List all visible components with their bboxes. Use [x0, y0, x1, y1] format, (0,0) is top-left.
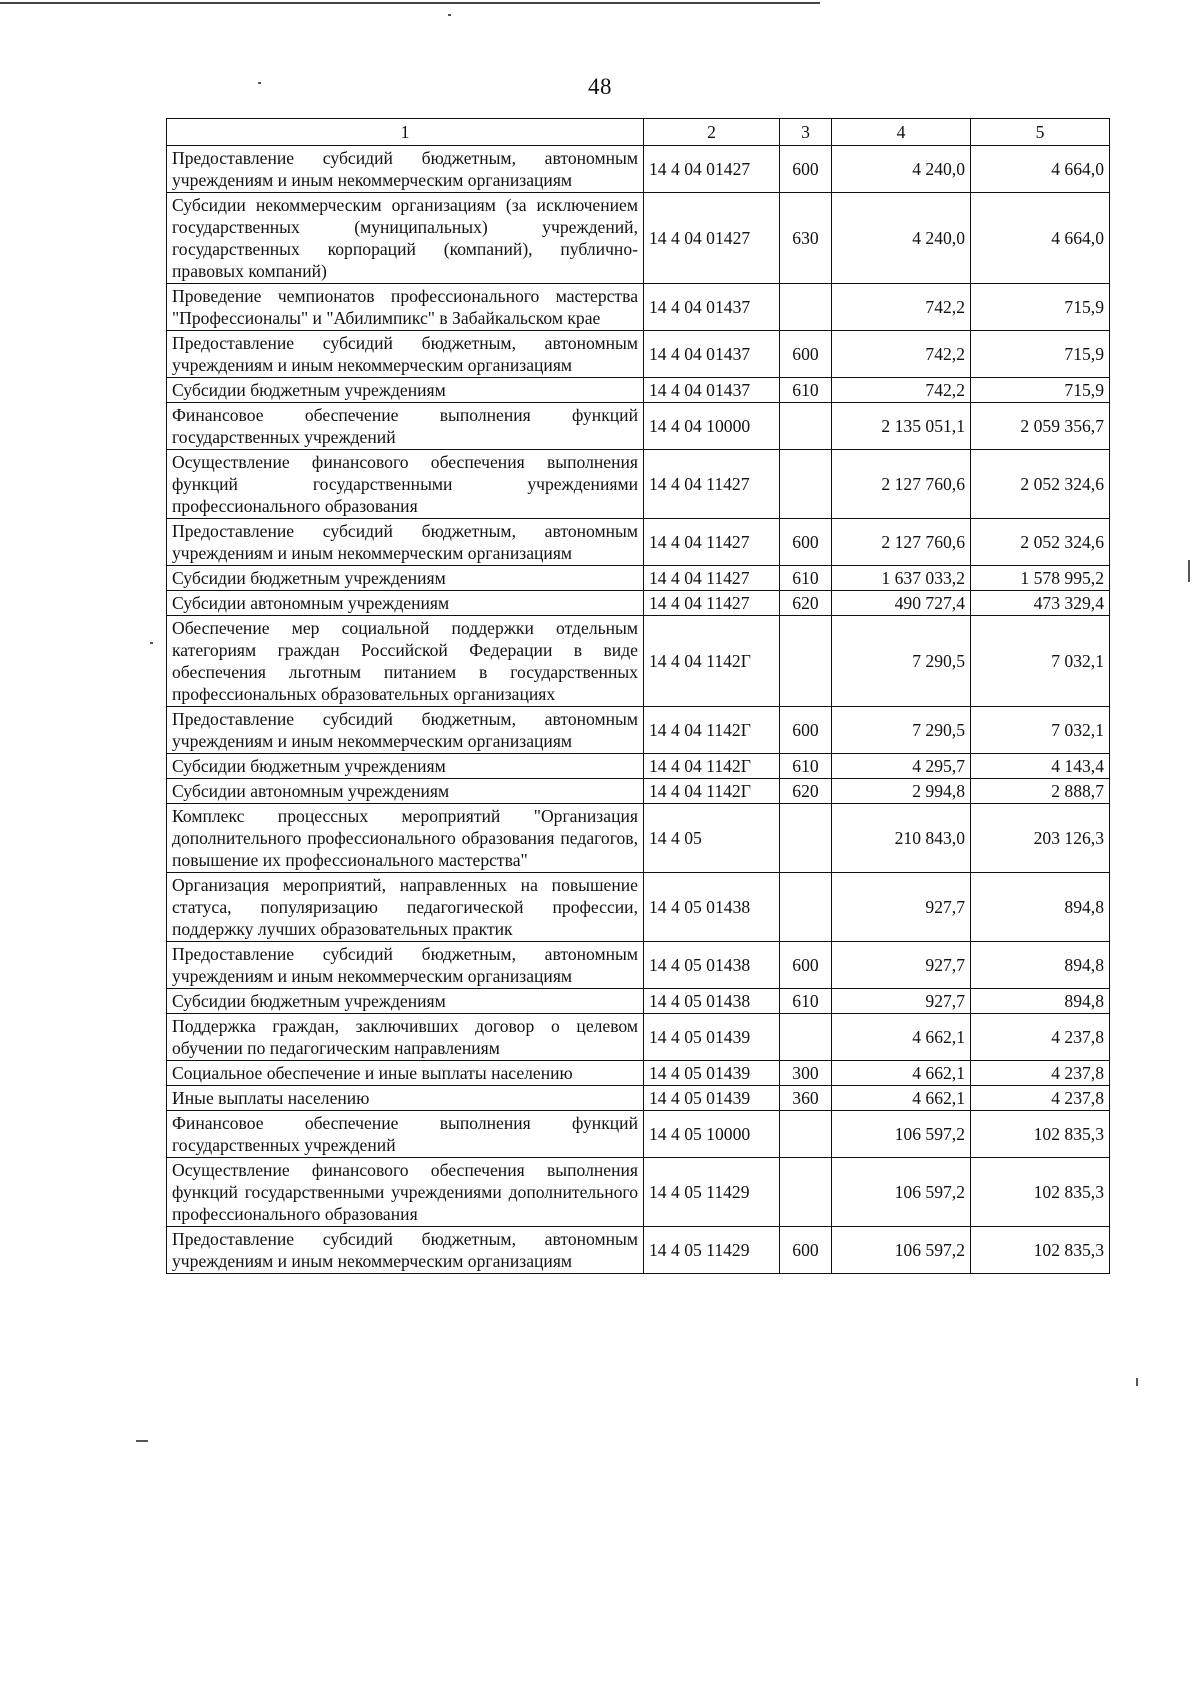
table-row	[167, 804, 1110, 873]
row-amount-col5: 203 126,3	[971, 804, 1110, 873]
table-row	[167, 591, 1110, 616]
row-expense-type: 610	[780, 566, 832, 591]
row-target-code: 14 4 04 11427	[644, 519, 780, 566]
row-amount-col5: 4 664,0	[971, 193, 1110, 284]
row-amount-col5: 2 052 324,6	[971, 450, 1110, 519]
scan-top-rule	[0, 2, 820, 4]
row-target-code: 14 4 05 11429	[644, 1158, 780, 1227]
row-description: Предоставление субсидий бюджетным, автономным учреждениям и иным некоммерческим организациям	[167, 519, 644, 566]
table-row	[167, 873, 1110, 942]
row-target-code: 14 4 04 11427	[644, 591, 780, 616]
row-target-code: 14 4 05 01438	[644, 942, 780, 989]
row-amount-col4: 106 597,2	[832, 1227, 971, 1274]
row-description: Предоставление субсидий бюджетным, автономным учреждениям и иным некоммерческим организациям	[167, 707, 644, 754]
row-expense-type: 600	[780, 942, 832, 989]
table-row	[167, 378, 1110, 403]
column-header: 1	[167, 119, 644, 146]
row-description: Субсидии бюджетным учреждениям	[167, 566, 644, 591]
row-amount-col4: 4 662,1	[832, 1061, 971, 1086]
scan-speck	[1188, 560, 1190, 582]
row-expense-type: 600	[780, 146, 832, 193]
row-target-code: 14 4 04 1142Г	[644, 616, 780, 707]
scan-speck	[136, 1440, 148, 1442]
row-amount-col5: 102 835,3	[971, 1111, 1110, 1158]
table-row	[167, 284, 1110, 331]
row-description: Финансовое обеспечение выполнения функций государственных учреждений	[167, 1111, 644, 1158]
row-target-code: 14 4 04 01437	[644, 331, 780, 378]
table-row	[167, 989, 1110, 1014]
row-expense-type: 360	[780, 1086, 832, 1111]
row-target-code: 14 4 04 01427	[644, 193, 780, 284]
table-row	[167, 519, 1110, 566]
row-expense-type: 600	[780, 1227, 832, 1274]
table-row	[167, 616, 1110, 707]
row-amount-col4: 927,7	[832, 942, 971, 989]
table-row	[167, 942, 1110, 989]
row-target-code: 14 4 04 01437	[644, 378, 780, 403]
row-amount-col5: 894,8	[971, 989, 1110, 1014]
row-amount-col5: 2 888,7	[971, 779, 1110, 804]
row-expense-type	[780, 616, 832, 707]
row-description: Организация мероприятий, направленных на повышение статуса, популяризацию педагогической профессии, поддержку лучших образовательных практик	[167, 873, 644, 942]
row-target-code: 14 4 05 10000	[644, 1111, 780, 1158]
row-amount-col4: 927,7	[832, 989, 971, 1014]
row-amount-col5: 2 052 324,6	[971, 519, 1110, 566]
table-row	[167, 331, 1110, 378]
row-amount-col5: 715,9	[971, 331, 1110, 378]
table-row	[167, 193, 1110, 284]
table-row	[167, 1061, 1110, 1086]
row-target-code: 14 4 04 1142Г	[644, 779, 780, 804]
row-expense-type	[780, 1111, 832, 1158]
budget-table	[166, 118, 1110, 1274]
row-expense-type: 630	[780, 193, 832, 284]
row-amount-col4: 1 637 033,2	[832, 566, 971, 591]
row-target-code: 14 4 05 01439	[644, 1086, 780, 1111]
row-target-code: 14 4 04 01427	[644, 146, 780, 193]
row-expense-type: 600	[780, 707, 832, 754]
row-description: Иные выплаты населению	[167, 1086, 644, 1111]
row-description: Комплекс процессных мероприятий "Организация дополнительного профессионального образования педагогов, повышение их профессионального мастерства"	[167, 804, 644, 873]
row-expense-type	[780, 804, 832, 873]
row-target-code: 14 4 05 01438	[644, 989, 780, 1014]
row-amount-col5: 102 835,3	[971, 1158, 1110, 1227]
row-target-code: 14 4 05 01438	[644, 873, 780, 942]
row-amount-col5: 4 664,0	[971, 146, 1110, 193]
row-amount-col5: 4 237,8	[971, 1086, 1110, 1111]
row-amount-col4: 4 662,1	[832, 1086, 971, 1111]
row-target-code: 14 4 04 1142Г	[644, 754, 780, 779]
row-description: Предоставление субсидий бюджетным, автономным учреждениям и иным некоммерческим организациям	[167, 331, 644, 378]
row-target-code: 14 4 04 11427	[644, 450, 780, 519]
row-expense-type: 610	[780, 754, 832, 779]
column-header: 5	[971, 119, 1110, 146]
row-expense-type: 610	[780, 989, 832, 1014]
row-description: Осуществление финансового обеспечения выполнения функций государственными учреждениями дополнительного профессионального образования	[167, 1158, 644, 1227]
table-row	[167, 146, 1110, 193]
row-amount-col4: 742,2	[832, 284, 971, 331]
row-amount-col4: 742,2	[832, 331, 971, 378]
table-header-row	[167, 119, 1110, 146]
table-row	[167, 1111, 1110, 1158]
row-expense-type	[780, 873, 832, 942]
page-number: 48	[588, 74, 612, 99]
row-amount-col4: 2 127 760,6	[832, 450, 971, 519]
row-target-code: 14 4 04 01437	[644, 284, 780, 331]
table-row	[167, 1014, 1110, 1061]
row-amount-col5: 894,8	[971, 873, 1110, 942]
row-description: Предоставление субсидий бюджетным, автономным учреждениям и иным некоммерческим организациям	[167, 146, 644, 193]
row-amount-col4: 7 290,5	[832, 616, 971, 707]
row-expense-type	[780, 284, 832, 331]
row-description: Субсидии бюджетным учреждениям	[167, 378, 644, 403]
row-target-code: 14 4 05 11429	[644, 1227, 780, 1274]
table-row	[167, 403, 1110, 450]
row-description: Предоставление субсидий бюджетным, автономным учреждениям и иным некоммерческим организациям	[167, 1227, 644, 1274]
table-row	[167, 707, 1110, 754]
row-amount-col4: 2 994,8	[832, 779, 971, 804]
row-amount-col5: 473 329,4	[971, 591, 1110, 616]
row-amount-col4: 210 843,0	[832, 804, 971, 873]
row-description: Поддержка граждан, заключивших договор о целевом обучении по педагогическим направлениям	[167, 1014, 644, 1061]
row-amount-col5: 2 059 356,7	[971, 403, 1110, 450]
row-target-code: 14 4 05 01439	[644, 1061, 780, 1086]
table-row	[167, 1227, 1110, 1274]
row-amount-col5: 1 578 995,2	[971, 566, 1110, 591]
scan-speck	[1136, 1378, 1138, 1386]
row-amount-col4: 4 662,1	[832, 1014, 971, 1061]
row-description: Проведение чемпионатов профессионального мастерства "Профессионалы" и "Абилимпикс" в Забайкальском крае	[167, 284, 644, 331]
table-row	[167, 566, 1110, 591]
table-row	[167, 450, 1110, 519]
row-expense-type: 610	[780, 378, 832, 403]
column-header: 3	[780, 119, 832, 146]
table-body	[167, 146, 1110, 1274]
row-target-code: 14 4 05 01439	[644, 1014, 780, 1061]
row-expense-type	[780, 403, 832, 450]
row-amount-col4: 106 597,2	[832, 1111, 971, 1158]
row-description: Осуществление финансового обеспечения выполнения функций государственными учреждениями профессионального образования	[167, 450, 644, 519]
row-description: Финансовое обеспечение выполнения функций государственных учреждений	[167, 403, 644, 450]
row-expense-type: 620	[780, 779, 832, 804]
scan-speck	[150, 642, 153, 644]
row-expense-type: 620	[780, 591, 832, 616]
column-header: 2	[644, 119, 780, 146]
row-amount-col4: 2 127 760,6	[832, 519, 971, 566]
row-amount-col4: 742,2	[832, 378, 971, 403]
table-row	[167, 754, 1110, 779]
row-amount-col4: 7 290,5	[832, 707, 971, 754]
row-target-code: 14 4 04 11427	[644, 566, 780, 591]
row-amount-col5: 7 032,1	[971, 616, 1110, 707]
row-amount-col4: 490 727,4	[832, 591, 971, 616]
row-amount-col5: 7 032,1	[971, 707, 1110, 754]
column-header: 4	[832, 119, 971, 146]
table-row	[167, 1158, 1110, 1227]
row-target-code: 14 4 05	[644, 804, 780, 873]
row-amount-col5: 4 237,8	[971, 1061, 1110, 1086]
row-amount-col5: 894,8	[971, 942, 1110, 989]
row-description: Субсидии автономным учреждениям	[167, 779, 644, 804]
row-expense-type	[780, 450, 832, 519]
row-description: Субсидии бюджетным учреждениям	[167, 754, 644, 779]
row-amount-col4: 927,7	[832, 873, 971, 942]
row-expense-type: 600	[780, 519, 832, 566]
row-amount-col5: 102 835,3	[971, 1227, 1110, 1274]
row-expense-type: 300	[780, 1061, 832, 1086]
row-amount-col4: 4 295,7	[832, 754, 971, 779]
row-description: Обеспечение мер социальной поддержки отдельным категориям граждан Российской Федерации в виде обеспечения льготным питанием в государственных профессиональных образовательных организациях	[167, 616, 644, 707]
row-expense-type: 600	[780, 331, 832, 378]
table-row	[167, 1086, 1110, 1111]
row-amount-col5: 4 237,8	[971, 1014, 1110, 1061]
row-description: Социальное обеспечение и иные выплаты населению	[167, 1061, 644, 1086]
row-target-code: 14 4 04 1142Г	[644, 707, 780, 754]
row-expense-type	[780, 1014, 832, 1061]
row-amount-col4: 4 240,0	[832, 193, 971, 284]
row-amount-col4: 106 597,2	[832, 1158, 971, 1227]
row-description: Субсидии бюджетным учреждениям	[167, 989, 644, 1014]
row-expense-type	[780, 1158, 832, 1227]
table-row	[167, 779, 1110, 804]
row-description: Предоставление субсидий бюджетным, автономным учреждениям и иным некоммерческим организациям	[167, 942, 644, 989]
row-description: Субсидии некоммерческим организациям (за исключением государственных (муниципальных) учреждений, государственных корпораций (компаний), публично-правовых компаний)	[167, 193, 644, 284]
row-target-code: 14 4 04 10000	[644, 403, 780, 450]
row-amount-col5: 715,9	[971, 378, 1110, 403]
row-amount-col4: 4 240,0	[832, 146, 971, 193]
row-description: Субсидии автономным учреждениям	[167, 591, 644, 616]
scan-speck	[448, 14, 451, 16]
row-amount-col4: 2 135 051,1	[832, 403, 971, 450]
row-amount-col5: 4 143,4	[971, 754, 1110, 779]
row-amount-col5: 715,9	[971, 284, 1110, 331]
